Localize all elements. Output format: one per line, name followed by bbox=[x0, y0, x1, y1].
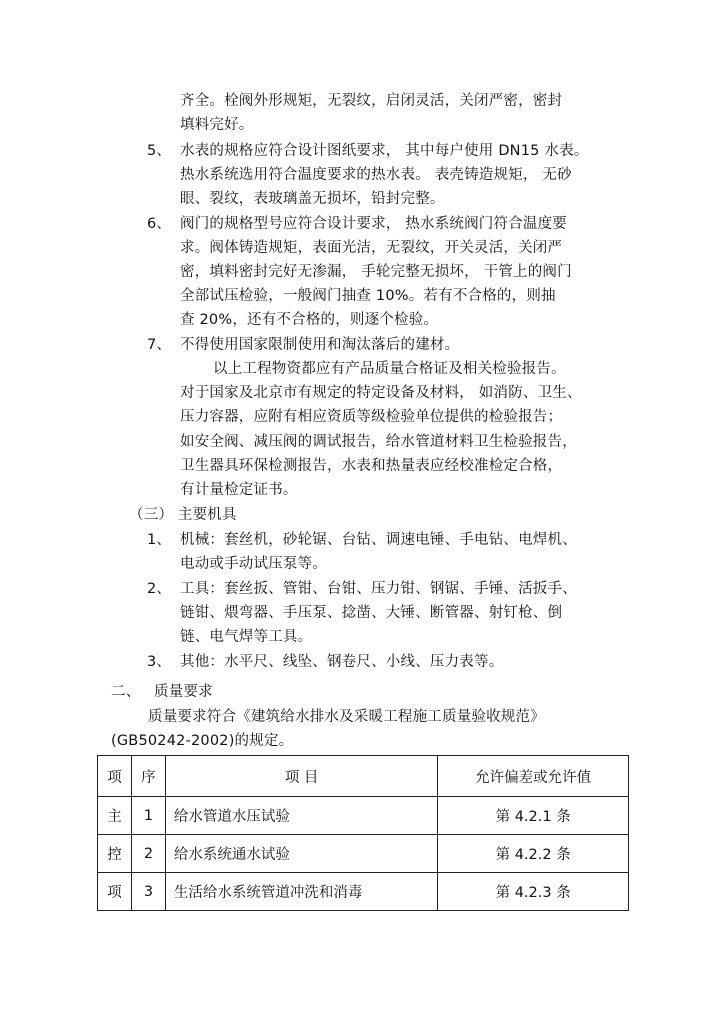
seq-cell: 2 bbox=[131, 835, 165, 873]
value-cell: 第 4.2.2 条 bbox=[438, 835, 629, 873]
table-header-cell: 项 目 bbox=[165, 756, 437, 797]
list-item-line: 求。阀体铸造规矩，表面光洁，无裂纹，开关灵活，关闭严 bbox=[180, 240, 563, 256]
list-number: 7、 bbox=[147, 337, 172, 353]
list-item-line: 机械：套丝机，砂轮锯、台钻、调速电锤、手电钻、电焊机、 bbox=[180, 532, 577, 548]
list-item-line: 热水系统选用符合温度要求的热水表。 表壳铸造规矩， 无砂 bbox=[180, 167, 572, 183]
table-row bbox=[98, 873, 629, 911]
category-cell: 主 bbox=[98, 797, 132, 835]
seq-cell: 3 bbox=[131, 873, 165, 911]
list-number: 3、 bbox=[147, 654, 172, 670]
item-cell: 生活给水系统管道冲洗和消毒 bbox=[165, 873, 437, 911]
list-item-line: 水表的规格应符合设计图纸要求， 其中每户使用 DN15 水表。 bbox=[180, 143, 589, 159]
paragraph-line: 以上工程物资都应有产品质量合格证及相关检验报告。 bbox=[213, 361, 566, 377]
list-number: 1、 bbox=[147, 532, 172, 548]
item-cell: 给水系统通水试验 bbox=[165, 835, 437, 873]
table-header-cell: 项 bbox=[98, 756, 132, 797]
section-heading: （三） 主要机具 bbox=[129, 507, 237, 523]
category-cell: 项 bbox=[98, 873, 132, 911]
list-item-line: 工具：套丝扳、管钳、台钳、压力钳、钢锯、手锤、活扳手、 bbox=[180, 581, 577, 597]
continued-line: 填料完好。 bbox=[180, 117, 254, 133]
list-item-line: 阀门的规格型号应符合设计要求， 热水系统阀门符合温度要 bbox=[180, 216, 568, 232]
list-item-line: 其他：水平尺、线坠、钢卷尺、小线、压力表等。 bbox=[180, 654, 504, 670]
list-item-line: 链、电气焊等工具。 bbox=[180, 629, 313, 645]
list-item-line: 密，填料密封完好无渗漏， 手轮完整无损坏， 干管上的阀门 bbox=[180, 264, 572, 280]
list-number: 2、 bbox=[147, 581, 172, 597]
item-cell: 给水管道水压试验 bbox=[165, 797, 437, 835]
list-item-line: 不得使用国家限制使用和淘汰落后的建材。 bbox=[180, 337, 460, 353]
section-heading: 质量要求 bbox=[154, 684, 213, 700]
table-header-cell: 允许偏差或允许值 bbox=[438, 756, 629, 797]
paragraph-line: (GB50242-2002)的规定。 bbox=[111, 733, 294, 749]
table-row bbox=[98, 835, 629, 873]
paragraph-line: 压力容器，应附有相应资质等级检验单位提供的检验报告； bbox=[180, 409, 563, 425]
list-item-line: 全部试压检验，一般阀门抽查 10%。若有不合格的，则抽 bbox=[180, 288, 556, 304]
section-number: 二、 bbox=[111, 684, 141, 700]
value-cell: 第 4.2.1 条 bbox=[438, 797, 629, 835]
value-cell: 第 4.2.3 条 bbox=[438, 873, 629, 911]
seq-cell: 1 bbox=[131, 797, 165, 835]
paragraph-line: 有计量检定证书。 bbox=[180, 482, 298, 498]
paragraph-line: 卫生器具环保检测报告，水表和热量表应经校准检定合格， bbox=[180, 458, 563, 474]
paragraph-line: 质量要求符合《建筑给水排水及采暖工程施工质量验收规范》 bbox=[148, 709, 545, 725]
list-item-line: 电动或手动试压泵等。 bbox=[180, 556, 327, 572]
table-header-row bbox=[98, 756, 629, 797]
paragraph-line: 对于国家及北京市有规定的特定设备及材料， 如消防、卫生、 bbox=[180, 385, 582, 401]
category-cell: 控 bbox=[98, 835, 132, 873]
continued-line: 齐全。栓阀外形规矩，无裂纹，启闭灵活，关闭严密，密封 bbox=[180, 93, 563, 109]
list-number: 5、 bbox=[147, 143, 172, 159]
paragraph-line: 如安全阀、减压阀的调试报告，给水管道材料卫生检验报告， bbox=[180, 434, 577, 450]
list-item-line: 链钳、煨弯器、手压泵、捻凿、大锤、断管器、射钉枪、倒 bbox=[180, 605, 563, 621]
list-item-line: 眼、裂纹，表玻璃盖无损坏，铅封完整。 bbox=[180, 191, 445, 207]
list-number: 6、 bbox=[147, 216, 172, 232]
table-header-cell: 序 bbox=[131, 756, 165, 797]
list-item-line: 查 20%，还有不合格的，则逐个检验。 bbox=[180, 312, 439, 328]
quality-table bbox=[97, 755, 629, 911]
table-row bbox=[98, 797, 629, 835]
